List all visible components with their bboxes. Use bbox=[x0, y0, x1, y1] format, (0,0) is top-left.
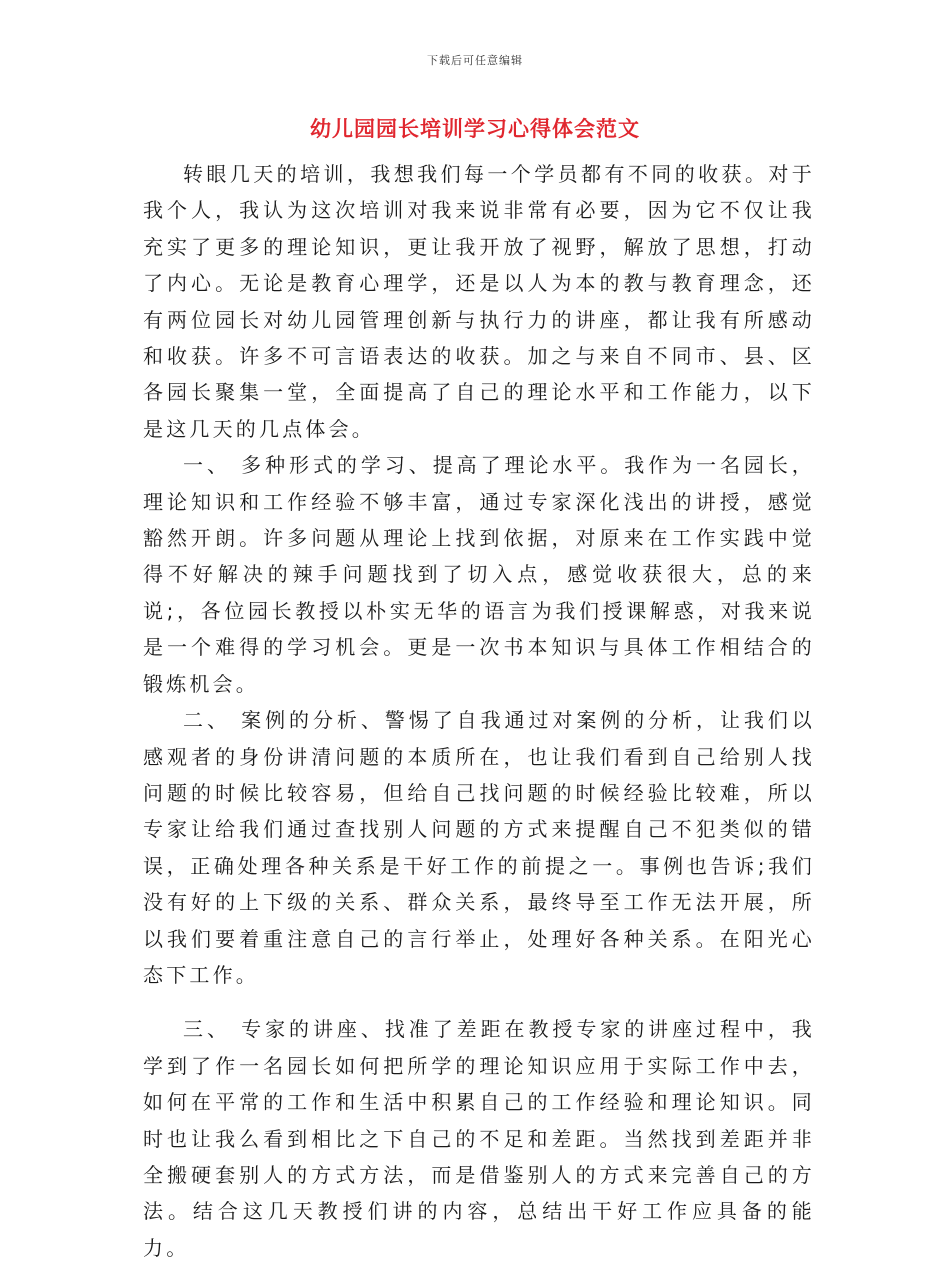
paragraph-point-3: 三、 专家的讲座、找准了差距在教授专家的讲座过程中，我学到了作一名园长如何把所学的理论知识应用于实际工作中去，如何在平常的工作和生活中积累自己的工作经验和理论知识。同时也让我么看到相比之下自己的不足和差距。当然找到差距并非全搬硬套别人的方式方法，而是借鉴别人的方式来完善自己的方法。结合这几天教授们讲的内容，总结出干好工作应具备的能力。 bbox=[143, 1017, 815, 1260]
document-title: 幼儿园园长培训学习心得体会范文 bbox=[310, 116, 640, 141]
document-body bbox=[143, 156, 815, 1266]
header-note: 下载后可任意编辑 bbox=[427, 54, 523, 67]
paragraph-point-2: 二、 案例的分析、警惕了自我通过对案例的分析，让我们以感观者的身份讲清问题的本质所在，也让我们看到自己给别人找问题的时候比较容易，但给自己找问题的时候经验比较难，所以专家让给我们通过查找别人问题的方式来提醒自己不犯类似的错误，正确处理各种关系是干好工作的前提之一。事例也告诉;我们没有好的上下级的关系、群众关系，最终导至工作无法开展，所以我们要着重注意自己的言行举止，处理好各种关系。在阳光心态下工作。 bbox=[143, 708, 815, 987]
paragraph-point-1: 一、 多种形式的学习、提高了理论水平。我作为一名园长，理论知识和工作经验不够丰富，通过专家深化浅出的讲授，感觉豁然开朗。许多问题从理论上找到依据，对原来在工作实践中觉得不好解决的辣手问题找到了切入点，感觉收获很大，总的来说;，各位园长教授以朴实无华的语言为我们授课解惑，对我来说是一个难得的学习机会。更是一次书本知识与具体工作相结合的锻炼机会。 bbox=[143, 453, 815, 696]
paragraph-intro: 转眼几天的培训，我想我们每一个学员都有不同的收获。对于我个人，我认为这次培训对我来说非常有必要，因为它不仅让我充实了更多的理论知识，更让我开放了视野，解放了思想，打动了内心。无论是教育心理学，还是以人为本的教与教育理念，还有两位园长对幼儿园管理创新与执行力的讲座，都让我有所感动和收获。许多不可言语表达的收获。加之与来自不同市、县、区各园长聚集一堂，全面提高了自己的理论水平和工作能力，以下是这几天的几点体会。 bbox=[143, 162, 815, 441]
